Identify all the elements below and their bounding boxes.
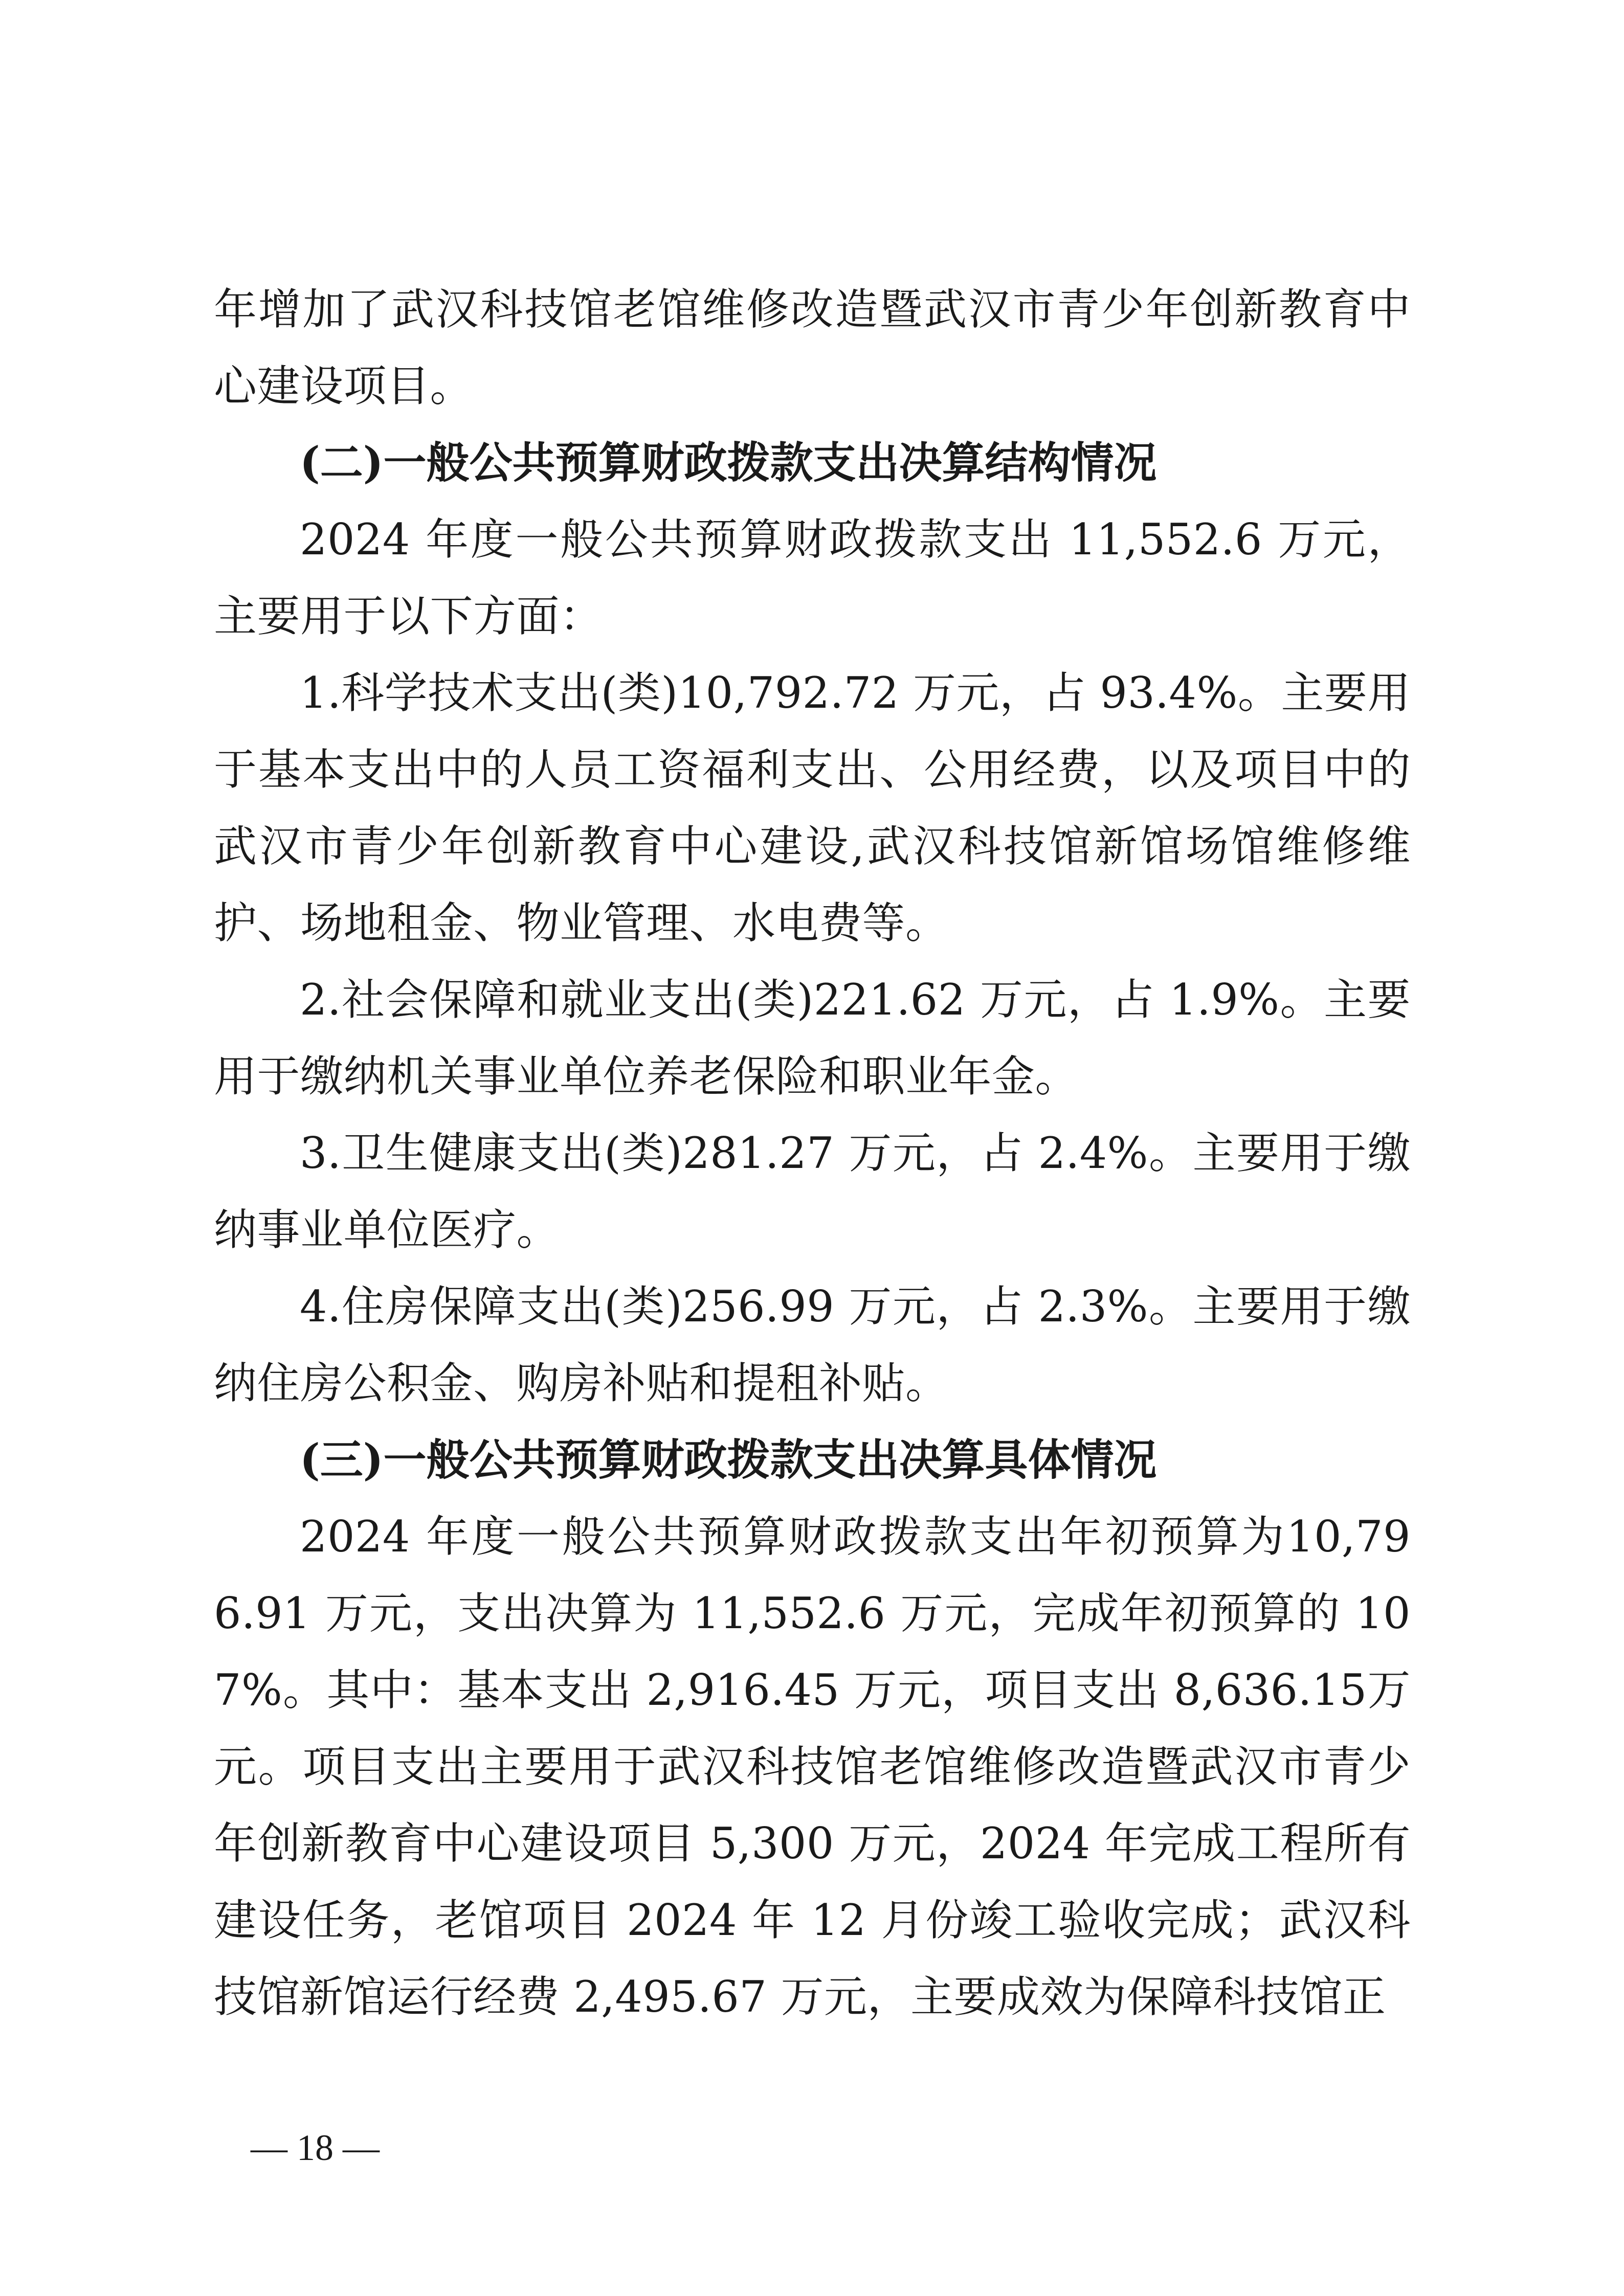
paragraph-item-4: 4.住房保障支出(类)256.99 万元，占 2.3%。主要用于缴纳住房公积金、购房补贴和提租补贴。 <box>214 1281 1411 1408</box>
paragraph-summary: 2024 年度一般公共预算财政拨款支出 11,552.6 万元，主要用于以下方面： <box>214 514 1411 641</box>
paragraph-item-1: 1.科学技术支出(类)10,792.72 万元，占 93.4%。主要用于基本支出中的人员工资福利支出、公用经费，以及项目中的武汉市青少年创新教育中心建设,武汉科技馆新馆场馆维修维护、场地租金、物业管理、水电费等。 <box>214 668 1411 948</box>
page-number: — 18 — <box>251 2127 380 2168</box>
paragraph-item-3: 3.卫生健康支出(类)281.27 万元，占 2.4%。主要用于缴纳事业单位医疗。 <box>214 1128 1411 1255</box>
paragraph-details: 2024 年度一般公共预算财政拨款支出年初预算为10,796.91 万元，支出决算为 11,552.6 万元，完成年初预算的 107%。其中：基本支出 2,916.45 万元，项目支出 8,636.15万元。项目支出主要用于武汉科技馆老馆维修改造暨武汉市青少年创新教育中心建设项目 5,300 万元，2024 年完成工程所有建设任务，老馆项目 2024 年 12 月份竣工验收完成；武汉科技馆新馆运行经费 2,495.67 万元，主要成效为保障科技馆正 <box>214 1512 1411 2022</box>
section-heading-2: (二)一般公共预算财政拨款支出决算结构情况 <box>300 437 1157 488</box>
paragraph-item-2: 2.社会保障和就业支出(类)221.62 万元，占 1.9%。主要用于缴纳机关事业单位养老保险和职业年金。 <box>214 975 1411 1101</box>
section-heading-3: (三)一般公共预算财政拨款支出决算具体情况 <box>300 1434 1157 1485</box>
paragraph-continuation: 年增加了武汉科技馆老馆维修改造暨武汉市青少年创新教育中心建设项目。 <box>214 284 1411 411</box>
document-body <box>214 271 1411 2035</box>
